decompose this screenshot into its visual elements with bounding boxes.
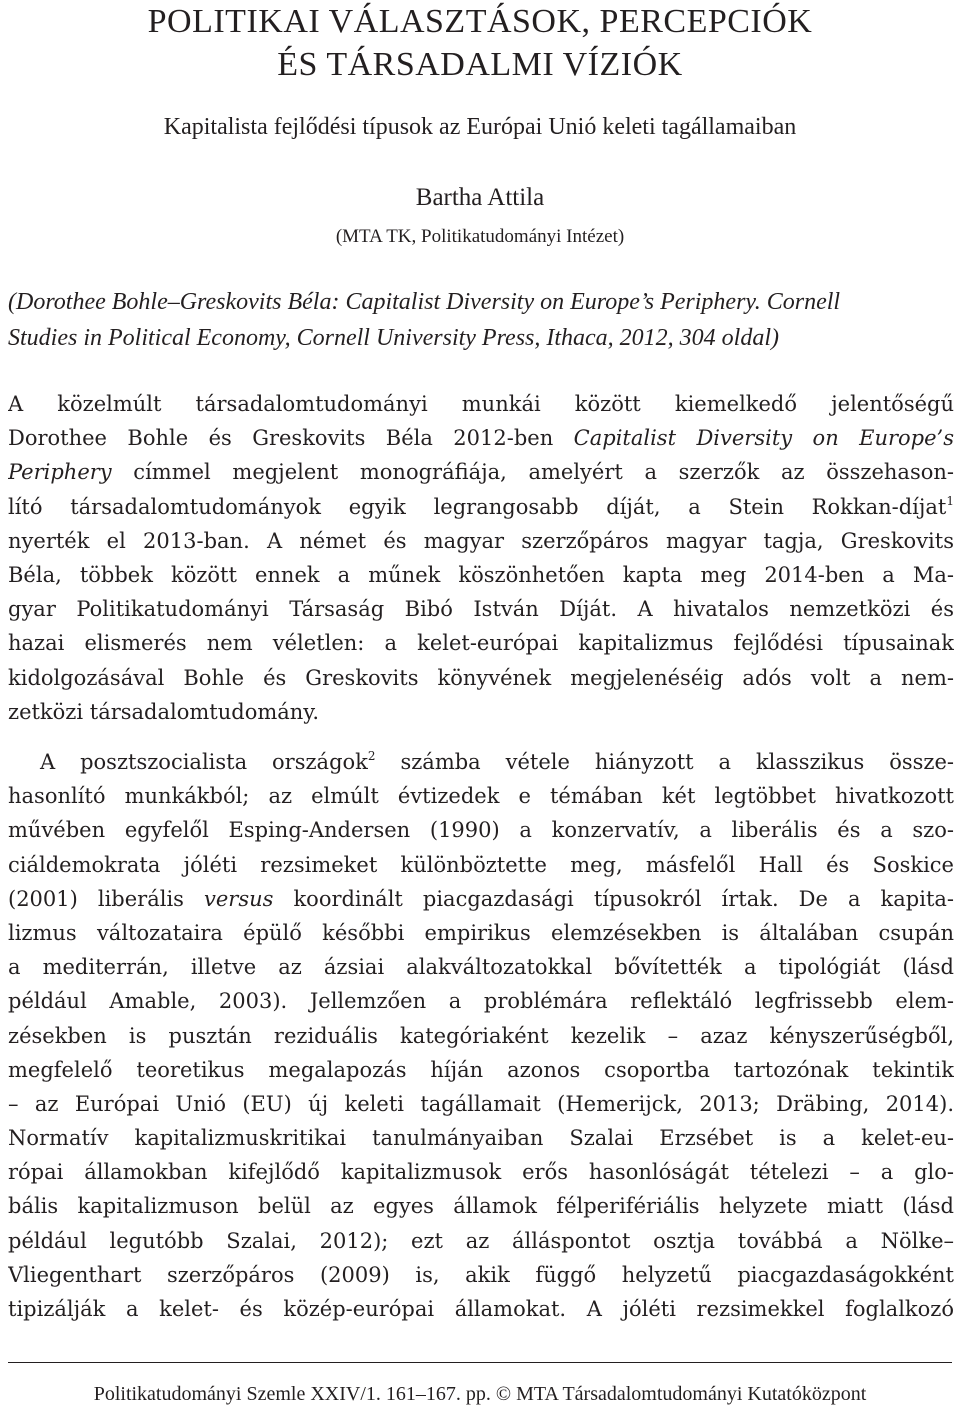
text-line: ciáldemokrata jóléti rezsimeket különböztette meg, másfelől Hall és Soskice bbox=[8, 852, 954, 877]
book-title-italic: Periphery bbox=[8, 460, 112, 485]
article-title-line-1: POLITIKAI VÁLASZTÁSOK, PERCEPCIÓK bbox=[147, 3, 813, 40]
article-title-line-2: ÉS TÁRSADALMI VÍZIÓK bbox=[277, 46, 683, 83]
text-line: bális kapitalizmuson belül az egyes államok félperifériális helyzete miatt (lásd bbox=[8, 1194, 954, 1219]
text-line: A posztszocialista országok$^2$ számba vétele hiányzott a klasszikus össze- bbox=[40, 749, 954, 774]
text-line: Vliegenthart szerzőpáros (2009) is, akik függő helyzetű piacgazdaságokként bbox=[8, 1262, 954, 1287]
text-line: (2001) liberális versus koordinált piacgazdasági típusokról írtak. De a kapita- bbox=[8, 886, 954, 911]
text-line: nyerték el 2013-ban. A német és magyar szerzőpáros magyar tagja, Greskovits bbox=[8, 528, 954, 553]
text-line: Béla, többek között ennek a műnek köszönhetően kapta meg 2014-ben a Ma- bbox=[8, 562, 954, 587]
footnote-marker[interactable]: 2 bbox=[367, 749, 376, 763]
text-line: tipizálják a kelet- és közép-európai államokat. A jóléti rezsimekkel foglalkozó bbox=[8, 1297, 954, 1321]
text-line: zésekben is pusztán reziduális kategóriaként kezelik – azaz kényszerűségből, bbox=[8, 1023, 954, 1048]
text-line: a mediterrán, illetve az ázsiai alakváltozatokkal bővítették a tipológiát (lásd bbox=[8, 955, 954, 980]
text-line: – az Európai Unió (EU) új keleti tagállamait (Hemerijck, 2013; Dräbing, 2014). bbox=[8, 1091, 954, 1116]
text-line: Dorothee Bohle és Greskovits Béla 2012-ben Capitalist Diversity on Europe’s bbox=[8, 426, 954, 451]
italic-term: versus bbox=[203, 886, 274, 911]
author-name: Bartha Attila bbox=[415, 184, 545, 211]
footer-divider bbox=[8, 1362, 952, 1363]
body-paragraph-1 bbox=[8, 387, 954, 729]
author-affiliation: (MTA TK, Politikatudományi Intézet) bbox=[335, 226, 625, 247]
reviewed-work-line-2: Studies in Political Economy, Cornell University Press, Ithaca, 2012, 304 oldal) bbox=[8, 325, 780, 351]
text-line: lizmus változataira épülő későbbi empirikus elemzésekben is általában csupán bbox=[8, 920, 954, 945]
text-line: rópai államokban kifejlődő kapitalizmusok erős hasonlóságát tételezi – a glo- bbox=[8, 1160, 954, 1185]
text-line: megfelelő teoretikus megalapozás híján azonos csoportba tartozónak tekintik bbox=[8, 1057, 954, 1082]
reviewed-work-line-1: (Dorothee Bohle–Greskovits Béla: Capitalist Diversity on Europe’s Periphery. Cornell bbox=[8, 289, 841, 315]
text-line: hasonlító munkákból; az elmúlt évtizedek e témában két legtöbbet hivatkozott bbox=[8, 784, 954, 809]
book-title-italic: Capitalist Diversity on Europe’s bbox=[573, 426, 954, 451]
article-subtitle: Kapitalista fejlődési típusok az Európai Unió keleti tagállamaiban bbox=[163, 114, 797, 140]
text-line: művében egyfelől Esping-Andersen (1990) a konzervatív, a liberális és a szo- bbox=[8, 818, 954, 843]
text-line: például Amable, 2003). Jellemzően a problémára reflektáló legfrissebb elem- bbox=[8, 989, 954, 1014]
body-paragraph-2 bbox=[8, 745, 954, 1326]
text-line: például legutóbb Szalai, 2012); ezt az álláspontot osztja továbbá a Nölke– bbox=[8, 1228, 954, 1253]
text-line: gyar Politikatudományi Társaság Bibó István Díját. A hivatalos nemzetközi és bbox=[8, 597, 954, 622]
text-line: Normatív kapitalizmuskritikai tanulmányaiban Szalai Erzsébet is a kelet-eu- bbox=[8, 1126, 954, 1151]
text-line: Periphery címmel megjelent monográfiája, amelyért a szerzők az összehason- bbox=[8, 460, 954, 485]
text-line: hazai elismerés nem véletlen: a kelet-európai kapitalizmus fejlődési típusainak bbox=[8, 631, 954, 656]
journal-footer: Politikatudományi Szemle XXIV/1. 161–167. pp. © MTA Társadalomtudományi Kutatóközpont bbox=[93, 1383, 867, 1405]
text-line: A közelmúlt társadalomtudományi munkái között kiemelkedő jelentőségű bbox=[8, 392, 954, 416]
text-line: lító társadalomtudományok egyik legrangosabb díját, a Stein Rokkan-díjat$^1$ bbox=[8, 493, 954, 519]
text-line: kidolgozásával Bohle és Greskovits könyvének megjelenéséig adós volt a nem- bbox=[8, 665, 954, 690]
footnote-marker[interactable]: 1 bbox=[946, 493, 954, 508]
text-line: zetközi társadalomtudomány. bbox=[8, 699, 320, 724]
